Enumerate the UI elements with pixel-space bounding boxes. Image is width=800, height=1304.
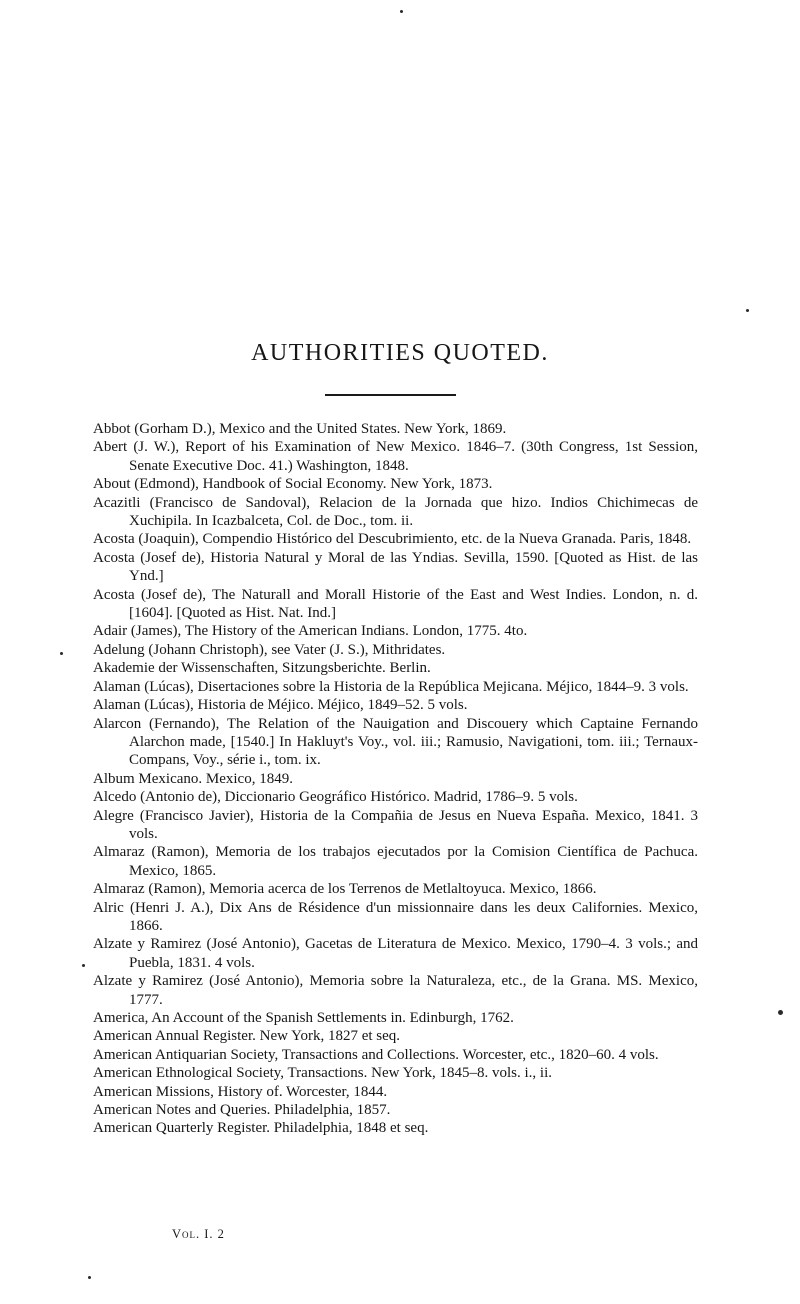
scan-speck <box>88 1276 91 1279</box>
bibliography-entry: Adelung (Johann Christoph), see Vater (J. S.), Mithridates. <box>93 641 446 658</box>
scan-speck <box>60 652 63 655</box>
bibliography-entry: Acosta (Josef de), The Naturall and Morall Historie of the East and West Indies. London, n. d. [1604]. [Quoted as Hist. Nat. Ind.] <box>93 586 698 622</box>
signature-mark: Vol. I. 2 <box>172 1227 225 1241</box>
bibliography-entry: Alaman (Lúcas), Disertaciones sobre la Historia de la República Mejicana. Méjico, 1844–9. 3 vols. <box>93 678 689 695</box>
scan-speck <box>400 10 403 13</box>
bibliography-entry: Alzate y Ramirez (José Antonio), Gacetas de Literatura de Mexico. Mexico, 1790–4. 3 vols.; and Puebla, 1831. 4 vols. <box>93 936 698 971</box>
bibliography-entry: American Missions, History of. Worcester, 1844. <box>93 1083 388 1100</box>
bibliography-entry: American Antiquarian Society, Transactions and Collections. Worcester, etc., 1820–60. 4 vols. <box>93 1046 659 1063</box>
bibliography-entry: America, An Account of the Spanish Settlements in. Edinburgh, 1762. <box>93 1010 514 1026</box>
bibliography-entry: About (Edmond), Handbook of Social Economy. New York, 1873. <box>93 476 493 493</box>
page-title: AUTHORITIES QUOTED. <box>251 340 549 366</box>
bibliography-entry: Acosta (Josef de), Historia Natural y Moral de las Yndias. Sevilla, 1590. [Quoted as Hist. de las Ynd.] <box>93 549 698 585</box>
bibliography-entry: Alegre (Francisco Javier), Historia de la Compañia de Jesus en Nueva España. Mexico, 1841. 3 vols. <box>93 807 698 842</box>
scan-speck <box>778 1010 783 1015</box>
bibliography-entry: American Quarterly Register. Philadelphia, 1848 et seq. <box>93 1120 429 1137</box>
bibliography-entry: Abert (J. W.), Report of his Examination of New Mexico. 1846–7. (30th Congress, 1st Session, Senate Executive Doc. 41.) Washington, 1848. <box>93 439 698 474</box>
bibliography-entry: Almaraz (Ramon), Memoria acerca de los Terrenos de Metlaltoyuca. Mexico, 1866. <box>93 881 597 898</box>
bibliography-entry: Alcedo (Antonio de), Diccionario Geográfico Histórico. Madrid, 1786–9. 5 vols. <box>93 789 578 806</box>
bibliography-entry: Almaraz (Ramon), Memoria de los trabajos ejecutados por la Comision Científica de Pachuca. Mexico, 1865. <box>93 844 698 879</box>
bibliography-entry: Alzate y Ramirez (José Antonio), Memoria sobre la Naturaleza, etc., de la Grana. MS. Mexico, 1777. <box>93 973 698 1008</box>
bibliography-entry: Adair (James), The History of the American Indians. London, 1775. 4to. <box>93 623 528 640</box>
bibliography-entry: Abbot (Gorham D.), Mexico and the United States. New York, 1869. <box>93 421 507 437</box>
bibliography-entry: Alarcon (Fernando), The Relation of the Nauigation and Discouery which Captaine Fernando Alarchon made, [1540.] In Hakluyt's Voy., vol. iii.; Ramusio, Navigationi, tom. iii.; Ternaux-Compans, Voy., série i., tom. ix. <box>93 715 698 769</box>
bibliography-entry: Alaman (Lúcas), Historia de Méjico. Méjico, 1849–52. 5 vols. <box>93 697 468 714</box>
bibliography-entry: American Notes and Queries. Philadelphia, 1857. <box>93 1102 391 1119</box>
scan-speck <box>82 964 85 967</box>
bibliography-entry: Album Mexicano. Mexico, 1849. <box>93 770 293 787</box>
bibliography-entry: Akademie der Wissenschaften, Sitzungsberichte. Berlin. <box>93 660 431 677</box>
bibliography-entry: Alric (Henri J. A.), Dix Ans de Résidence d'un missionnaire dans les deux Californies. Mexico, 1866. <box>93 899 698 934</box>
scan-speck <box>746 309 749 312</box>
bibliography-entry: Acosta (Joaquin), Compendio Histórico del Descubrimiento, etc. de la Nueva Granada. Paris, 1848. <box>93 531 692 548</box>
bibliography-list <box>93 420 698 1138</box>
bibliography-entry: American Annual Register. New York, 1827 et seq. <box>93 1028 401 1045</box>
title-rule <box>325 394 456 396</box>
bibliography-entry: American Ethnological Society, Transactions. New York, 1845–8. vols. i., ii. <box>93 1065 552 1082</box>
bibliography-entry: Acazitli (Francisco de Sandoval), Relacion de la Jornada que hizo. Indios Chichimecas de Xuchipila. In Icazbalceta, Col. de Doc., tom. ii. <box>93 494 698 530</box>
